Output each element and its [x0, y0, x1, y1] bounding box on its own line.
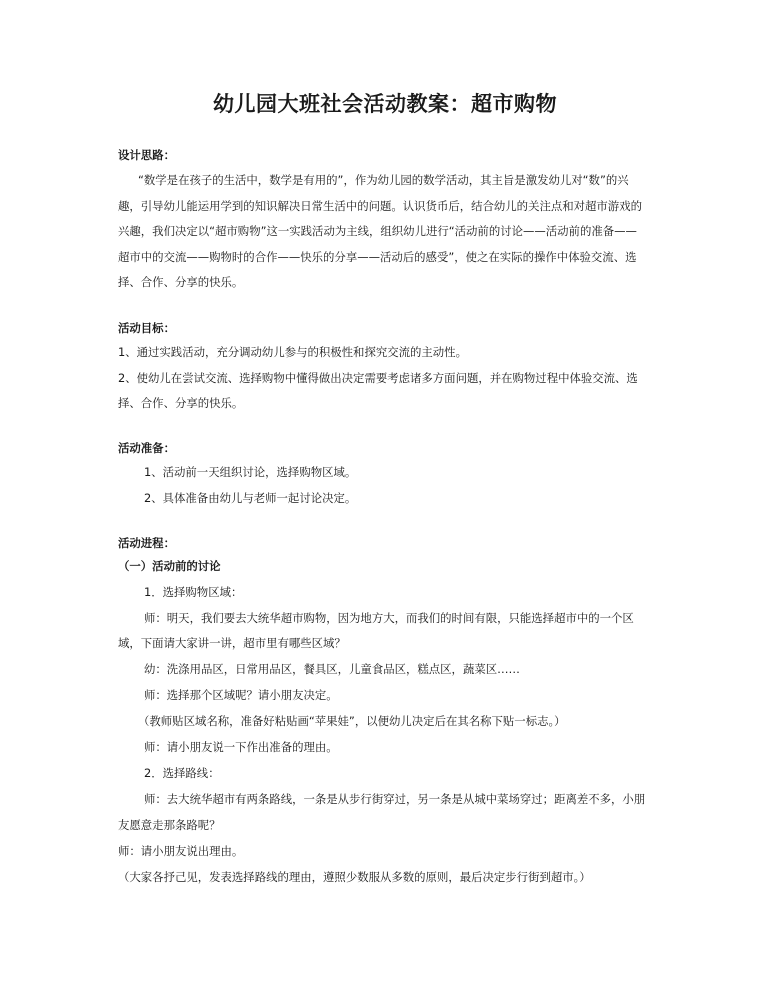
- section-heading-process: 活动进程：: [118, 536, 175, 550]
- process-line: 师：明天，我们要去大统华超市购物，因为地方大，而我们的时间有限，只能选择超市中的一个区: [144, 611, 634, 625]
- process-line: 师：请小朋友说一下作出准备的理由。: [144, 740, 338, 754]
- prep-item: 1、活动前一天组织讨论，选择购物区域。: [144, 465, 357, 479]
- paragraph-line: 超市中的交流——购物时的合作——快乐的分享——活动后的感受”，使之在实际的操作中体验交流、选: [118, 250, 637, 264]
- process-line: （教师贴区域名称，准备好粘贴画“苹果娃”，以便幼儿决定后在其名称下贴一标志。）: [138, 714, 566, 728]
- process-line: 友愿意走那条路呢？: [118, 818, 221, 832]
- process-line: 师：去大统华超市有两条路线，一条是从步行街穿过，另一条是从城中菜场穿过；距离差不多，小朋: [144, 792, 646, 806]
- process-line: 2．选择路线：: [144, 766, 220, 780]
- section-heading-goals: 活动目标：: [118, 321, 175, 335]
- document-title: 幼儿园大班社会活动教案：超市购物: [213, 91, 557, 116]
- section-heading-design: 设计思路：: [118, 148, 175, 162]
- process-line: （大家各抒己见，发表选择路线的理由，遵照少数服从多数的原则，最后决定步行街到超市。）: [118, 870, 591, 884]
- process-line: 幼：洗涤用品区，日常用品区，餐具区，儿童食品区，糕点区，蔬菜区……: [144, 662, 520, 676]
- section-heading-prep: 活动准备：: [118, 441, 175, 455]
- process-line: 域，下面请大家讲一讲，超市里有哪些区域？: [118, 636, 346, 650]
- process-line: 师：请小朋友说出理由。: [118, 844, 244, 858]
- goal-item: 2、使幼儿在尝试交流、选择购物中懂得做出决定需要考虑诸多方面问题，并在购物过程中体验交流、选: [118, 371, 638, 385]
- paragraph-line: 择、合作、分享的快乐。: [118, 275, 244, 289]
- process-subheading: （一）活动前的讨论: [118, 559, 221, 573]
- goal-item: 1、通过实践活动，充分调动幼儿参与的积极性和探究交流的主动性。: [118, 345, 467, 359]
- process-line: 师：选择那个区域呢？请小朋友决定。: [144, 688, 338, 702]
- process-line: 1．选择购物区域：: [144, 585, 243, 599]
- paragraph-line: 趣，引导幼儿能运用学到的知识解决日常生活中的问题。认识货币后，结合幼儿的关注点和对超市游戏的: [118, 199, 642, 213]
- paragraph-line: 兴趣，我们决定以“超市购物”这一实践活动为主线，组织幼儿进行“活动前的讨论——活动前的准备——: [118, 224, 637, 238]
- paragraph-line: “数学是在孩子的生活中，数学是有用的”，作为幼儿园的数学活动，其主旨是激发幼儿对“数”的兴: [138, 173, 629, 187]
- goal-item-continued: 择、合作、分享的快乐。: [118, 396, 244, 410]
- prep-item: 2、具体准备由幼儿与老师一起讨论决定。: [144, 491, 357, 505]
